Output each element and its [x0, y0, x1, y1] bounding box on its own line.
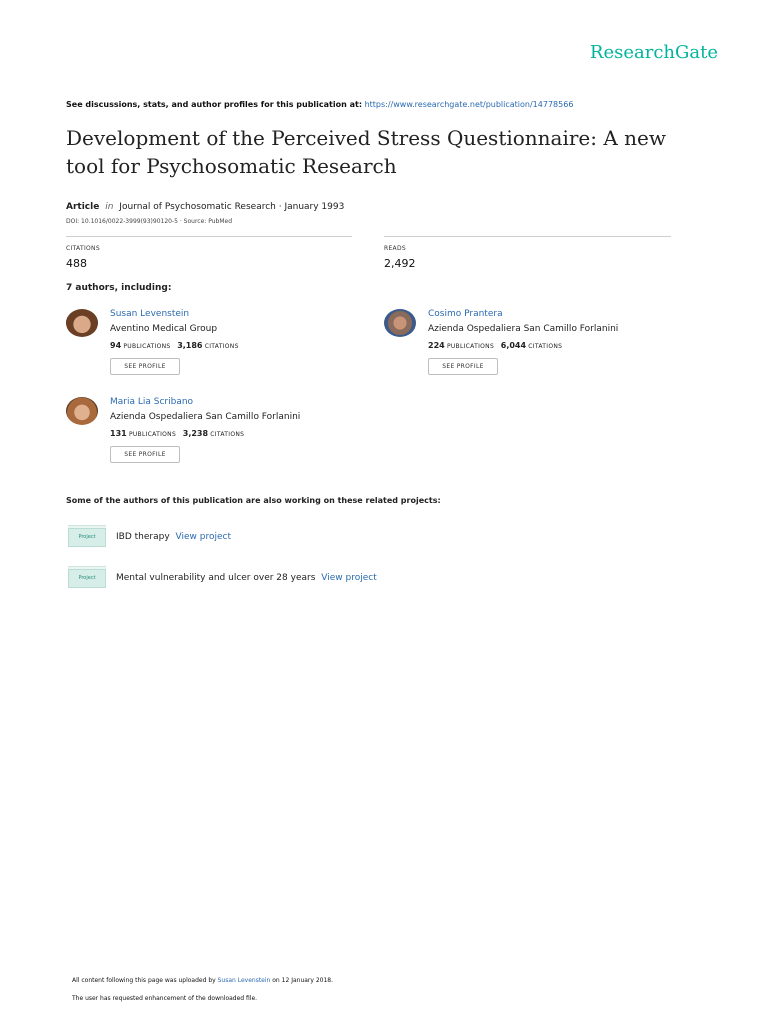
author-institution: Aventino Medical Group [110, 324, 218, 334]
author-name-link[interactable]: Susan Levenstein [110, 309, 190, 319]
publications-label: PUBLICATIONS [446, 343, 495, 350]
divider-citations [66, 236, 352, 237]
publication-notice [66, 100, 573, 109]
related-projects-heading: Some of the authors of this publication are also working on these related projects: [66, 496, 441, 505]
author-stats [110, 341, 239, 350]
project-folder-icon [68, 566, 106, 592]
enhancement-notice: The user has requested enhancement of the downloaded file. [72, 995, 258, 1002]
project-name: Mental vulnerability and ulcer over 28 years [116, 573, 316, 583]
citations-label: CITATIONS [528, 343, 563, 350]
upload-date: on 12 January 2018. [272, 977, 334, 984]
project-text [116, 532, 231, 542]
view-project-link[interactable]: View project [175, 532, 231, 542]
project-item [66, 525, 466, 551]
divider-reads [384, 236, 671, 237]
publications-count: 224 [428, 341, 445, 350]
uploader-link[interactable]: Susan Levenstein [217, 977, 271, 984]
citations-label: CITATIONS [204, 343, 239, 350]
publication-url-link[interactable]: https://www.researchgate.net/publication/14778566 [364, 100, 574, 109]
project-icon-label: Project [68, 569, 106, 588]
author-card [384, 309, 674, 379]
publications-label: PUBLICATIONS [128, 431, 177, 438]
view-project-link[interactable]: View project [321, 573, 377, 583]
author-stats [428, 341, 562, 350]
citations-count: 3,238 [182, 429, 209, 438]
author-card [66, 309, 356, 379]
avatar[interactable] [66, 309, 98, 337]
publications-count: 131 [110, 429, 127, 438]
avatar[interactable] [384, 309, 416, 337]
upload-notice [72, 977, 333, 984]
author-name-link[interactable]: Cosimo Prantera [428, 309, 503, 319]
article-info [66, 202, 344, 212]
article-type: Article [66, 202, 100, 212]
project-folder-icon [68, 525, 106, 551]
see-profile-button[interactable]: SEE PROFILE [110, 358, 180, 375]
citations-label: CITATIONS [66, 245, 100, 252]
citations-count: 488 [66, 257, 87, 270]
notice-label: See discussions, stats, and author profiles for this publication at: [66, 100, 363, 109]
journal-date: Journal of Psychosomatic Research · January 1993 [119, 202, 345, 212]
author-card [66, 397, 356, 467]
author-institution: Azienda Ospedaliera San Camillo Forlanini [110, 412, 301, 422]
avatar[interactable] [66, 397, 98, 425]
reads-count: 2,492 [384, 257, 416, 270]
project-text [116, 573, 377, 583]
authors-heading: 7 authors, including: [66, 283, 172, 293]
paper-title: Development of the Perceived Stress Questionnaire: A new tool for Psychosomatic Research [66, 126, 666, 178]
see-profile-button[interactable]: SEE PROFILE [110, 446, 180, 463]
citations-count: 3,186 [177, 341, 203, 350]
researchgate-logo[interactable]: ResearchGate [589, 42, 718, 63]
author-name-link[interactable]: Maria Lia Scribano [110, 397, 194, 407]
see-profile-button[interactable]: SEE PROFILE [428, 358, 498, 375]
project-item [66, 566, 466, 592]
article-in: in [105, 202, 114, 212]
publications-count: 94 [110, 341, 122, 350]
citations-count: 6,044 [500, 341, 527, 350]
reads-label: READS [384, 245, 406, 252]
doi-source: DOI: 10.1016/0022-3999(93)90120-5 · Source: PubMed [66, 218, 233, 225]
project-icon-label: Project [68, 528, 106, 547]
project-name: IBD therapy [116, 532, 170, 542]
upload-prefix: All content following this page was uploaded by [72, 977, 216, 984]
author-stats [110, 429, 244, 438]
publications-label: PUBLICATIONS [123, 343, 171, 350]
author-institution: Azienda Ospedaliera San Camillo Forlanini [428, 324, 619, 334]
citations-label: CITATIONS [210, 431, 245, 438]
